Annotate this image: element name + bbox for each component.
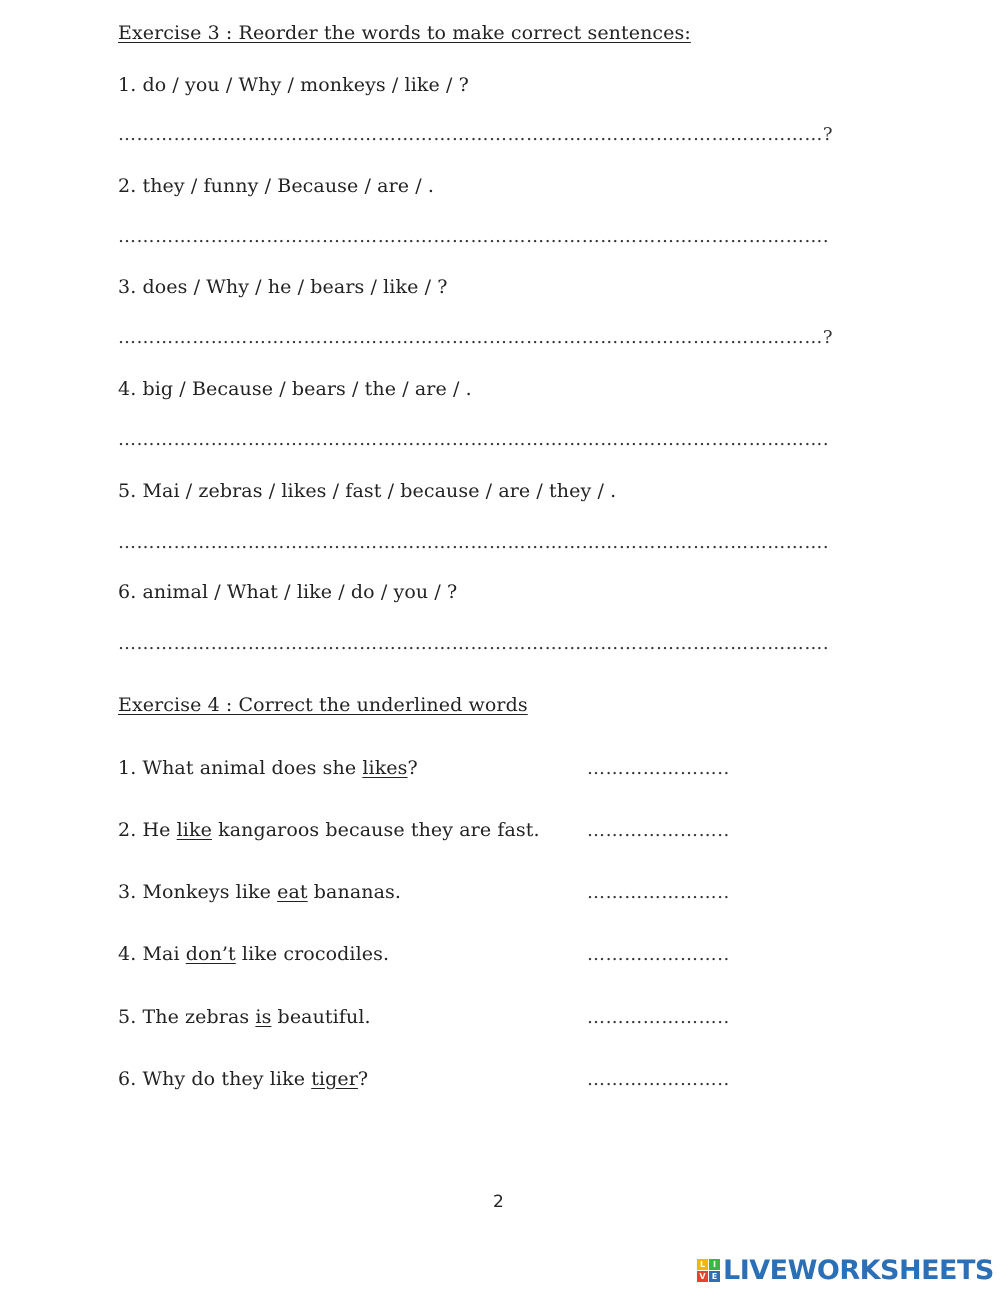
ex4-sentence-4: 4. Mai don’t like crocodiles.	[118, 943, 390, 965]
ex3-answer-line-3[interactable]: ……………………………………………………………………………………………………?	[118, 327, 834, 348]
ex3-answer-line-1[interactable]: ……………………………………………………………………………………………………?	[118, 124, 834, 145]
underlined-word: eat	[277, 881, 308, 903]
ex4-answer-2[interactable]: …………………..	[587, 820, 730, 841]
page-number: 2	[493, 1192, 504, 1212]
ex4-sentence-5: 5. The zebras is beautiful.	[118, 1006, 371, 1028]
logo-mark-tile: V	[697, 1271, 708, 1282]
ex4-sentence-1: 1. What animal does she likes?	[118, 757, 418, 779]
ex3-prompt-2: 2. they / funny / Because / are / .	[118, 175, 435, 197]
underlined-word: like	[176, 819, 212, 841]
ex4-answer-4[interactable]: …………………..	[587, 944, 730, 965]
ex3-prompt-3: 3. does / Why / he / bears / like / ?	[118, 276, 448, 298]
underlined-word: is	[255, 1006, 272, 1028]
ex3-answer-line-5[interactable]: …………………………………………………………………………………………………….	[118, 532, 830, 553]
exercise-4-heading: Exercise 4 : Correct the underlined words	[118, 694, 528, 716]
ex3-answer-line-4[interactable]: …………………………………………………………………………………………………….	[118, 429, 830, 450]
underlined-word: tiger	[311, 1068, 358, 1090]
ex3-prompt-4: 4. big / Because / bears / the / are / .	[118, 378, 472, 400]
liveworksheets-logo[interactable]	[697, 1255, 994, 1285]
logo-mark-tile: I	[709, 1259, 720, 1270]
ex3-prompt-5: 5. Mai / zebras / likes / fast / because / are / they / .	[118, 480, 617, 502]
ex3-answer-line-2[interactable]: …………………………………………………………………………………………………….	[118, 226, 830, 247]
logo-text: LIVEWORKSHEETS	[723, 1254, 994, 1286]
exercise-3-heading: Exercise 3 : Reorder the words to make correct sentences:	[118, 22, 691, 44]
logo-mark-tile: E	[709, 1271, 720, 1282]
ex4-sentence-2: 2. He like kangaroos because they are fast.	[118, 819, 540, 841]
ex4-answer-1[interactable]: …………………..	[587, 758, 730, 779]
ex3-answer-line-6[interactable]: …………………………………………………………………………………………………….	[118, 633, 830, 654]
ex3-prompt-6: 6. animal / What / like / do / you / ?	[118, 581, 458, 603]
ex4-answer-3[interactable]: …………………..	[587, 882, 730, 903]
ex4-sentence-6: 6. Why do they like tiger?	[118, 1068, 369, 1090]
ex4-answer-5[interactable]: …………………..	[587, 1007, 730, 1028]
ex4-answer-6[interactable]: …………………..	[587, 1069, 730, 1090]
underlined-word: don’t	[185, 943, 236, 965]
liveworksheets-mark-icon	[697, 1259, 720, 1282]
ex3-prompt-1: 1. do / you / Why / monkeys / like / ?	[118, 74, 469, 96]
ex4-sentence-3: 3. Monkeys like eat bananas.	[118, 881, 402, 903]
logo-mark-tile: L	[697, 1259, 708, 1270]
underlined-word: likes	[362, 757, 408, 779]
